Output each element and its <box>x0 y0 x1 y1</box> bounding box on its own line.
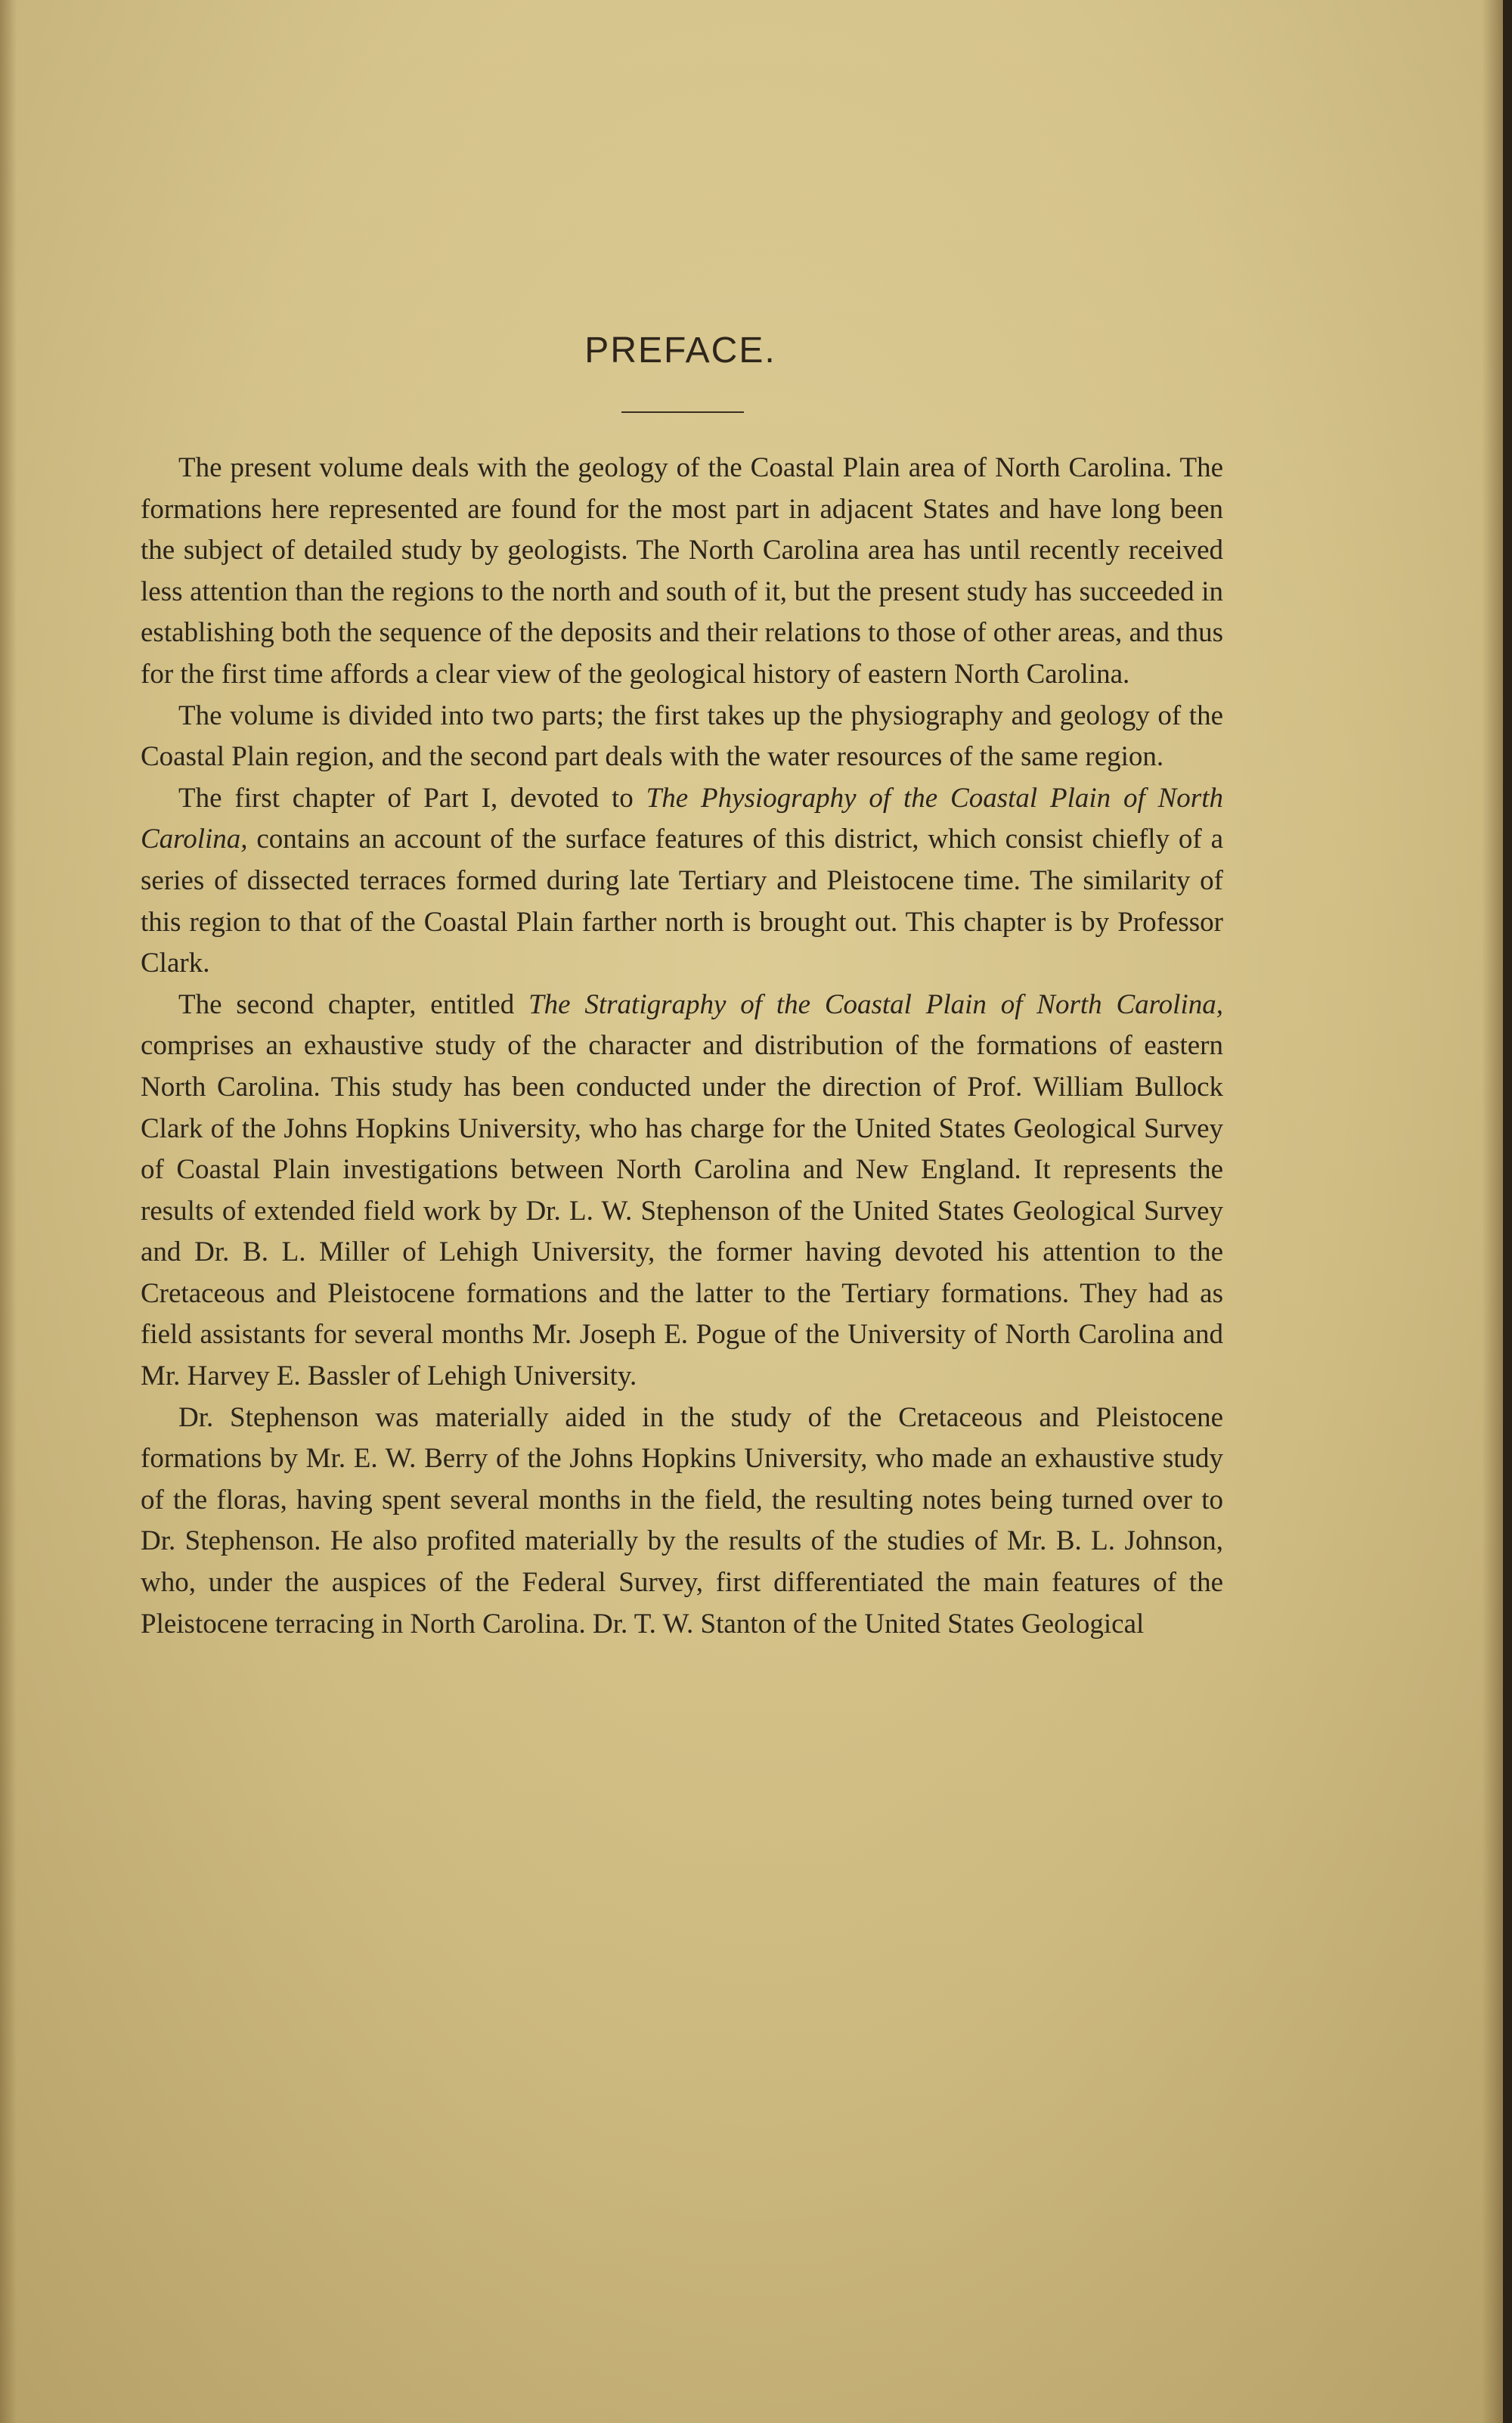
paragraph-text: contains an account of the surface features of this district, which consist chiefly of a series of dissected terraces formed during late Tertiary and Pleistocene time. The similarity of this region to that of the Coastal Plain farther north is brought out. This chapter is by Professor Clark. <box>141 824 1223 979</box>
paragraph-text: The first chapter of Part I, devoted to <box>178 782 646 814</box>
paragraph <box>141 985 1223 1398</box>
title-divider <box>621 411 744 413</box>
page-title: PREFACE. <box>584 330 776 371</box>
paragraph <box>141 1398 1223 1646</box>
paragraph-text: Dr. Stephenson was materially aided in the study of the Cretaceous and Pleistocene formations by Mr. E. W. Berry of the Johns Hopkins University, who made an exhaustive study of the floras, having spent several months in the field, the resulting notes being turned over to Dr. Stephenson. He also profited materially by the results of the studies of Mr. B. L. Johnson, who, under the auspices of the Federal Survey, first differentiated the main features of the Pleistocene terracing in North Carolina. Dr. T. W. Stanton of the United States Geological <box>141 1401 1223 1640</box>
page-right-edge-shadow <box>1482 0 1503 2423</box>
page-right-binding <box>1503 0 1512 2423</box>
paragraph-text: The present volume deals with the geology of the Coastal Plain area of North Carolina. The formations here represented are found for the most part in adjacent States and have long been the subject of detailed study by geologists. The North Carolina area has until recently received less attention than the regions to the north and south of it, but the present study has succeeded in establishing both the sequence of the deposits and their relations to those of other areas, and thus for the first time affords a clear view of the geological history of eastern North Carolina. <box>141 452 1223 690</box>
paragraph-text: comprises an exhaustive study of the character and distribution of the formations of eastern North Carolina. This study has been conducted under the direction of Prof. William Bullock Clark of the Johns Hopkins University, who has charge for the United States Geological Survey of Coastal Plain investigations between North Carolina and New England. It represents the results of extended field work by Dr. L. W. Stephenson of the United States Geological Survey and Dr. B. L. Miller of Lehigh University, the former having devoted his attention to the Cretaceous and Pleistocene formations and the latter to the Tertiary formations. They had as field assistants for several months Mr. Joseph E. Pogue of the University of North Carolina and Mr. Harvey E. Bassler of Lehigh University. <box>141 1030 1223 1392</box>
paragraph-text: The volume is divided into two parts; the first takes up the physiography and geology of the Coastal Plain region, and the second part deals with the water resources of the same region. <box>141 700 1223 773</box>
preface-body <box>141 448 1223 1645</box>
paragraph <box>141 696 1223 778</box>
paragraph-text: The second chapter, entitled <box>178 988 529 1020</box>
paragraph <box>141 448 1223 696</box>
chapter-title-italic: The Physiography of the Coastal Plain of North Carolina, <box>141 782 1223 855</box>
chapter-title-italic: The Stratigraphy of the Coastal Plain of North Carolina, <box>528 988 1223 1020</box>
paragraph <box>141 778 1223 985</box>
